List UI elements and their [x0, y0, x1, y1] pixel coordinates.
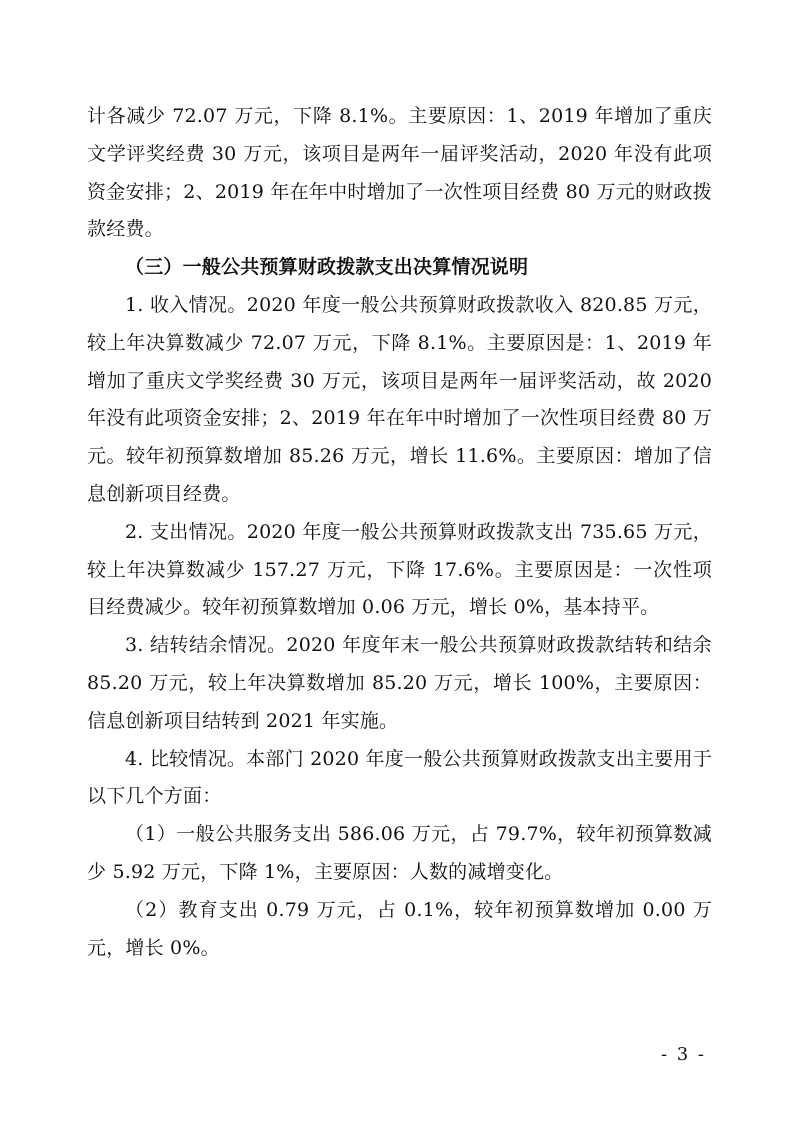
- paragraph-expenditure: 2. 支出情况。2020 年度一般公共预算财政拨款支出 735.65 万元，较上年决算数减少 157.27 万元，下降 17.6%。主要原因是：一次性项目经费减少。较年初预算数增加 0.06 万元，增长 0%，基本持平。: [87, 520, 712, 619]
- page-number: - 3 -: [660, 1044, 706, 1065]
- paragraph-comparison: 4. 比较情况。本部门 2020 年度一般公共预算财政拨款支出主要用于以下几个方面：: [87, 747, 712, 808]
- paragraph-public-services: （1）一般公共服务支出 586.06 万元，占 79.7%，较年初预算数减少 5.92 万元，下降 1%，主要原因：人数的减增变化。: [87, 823, 712, 883]
- paragraph-education: （2）教育支出 0.79 万元，占 0.1%，较年初预算数增加 0.00 万元，增长 0%。: [87, 898, 712, 959]
- paragraph-income: 1. 收入情况。2020 年度一般公共预算财政拨款收入 820.85 万元，较上年决算数减少 72.07 万元，下降 8.1%。主要原因是：1、2019 年增加了重庆文学奖经费 30 万元，该项目是两年一届评奖活动，故 2020 年没有此项资金安排；2、2019 年在年中时增加了一次性项目经费 80 万元。较年初预算数增加 85.26 万元，增长 11.6%。主要原因：增加了信息创新项目经费。: [87, 293, 712, 505]
- body-text: [87, 98, 712, 967]
- paragraph-carryover: 3. 结转结余情况。2020 年度年末一般公共预算财政拨款结转和结余 85.20 万元，较上年决算数增加 85.20 万元，增长 100%，主要原因：信息创新项目结转到 2021 年实施。: [87, 634, 712, 732]
- section-heading: （三）一般公共预算财政拨款支出决算情况说明: [125, 256, 529, 279]
- paragraph-continuation: 计各减少 72.07 万元，下降 8.1%。主要原因：1、2019 年增加了重庆文学评奖经费 30 万元，该项目是两年一届评奖活动，2020 年没有此项资金安排；2、2019 年在年中时增加了一次性项目经费 80 万元的财政拨款经费。: [87, 105, 712, 241]
